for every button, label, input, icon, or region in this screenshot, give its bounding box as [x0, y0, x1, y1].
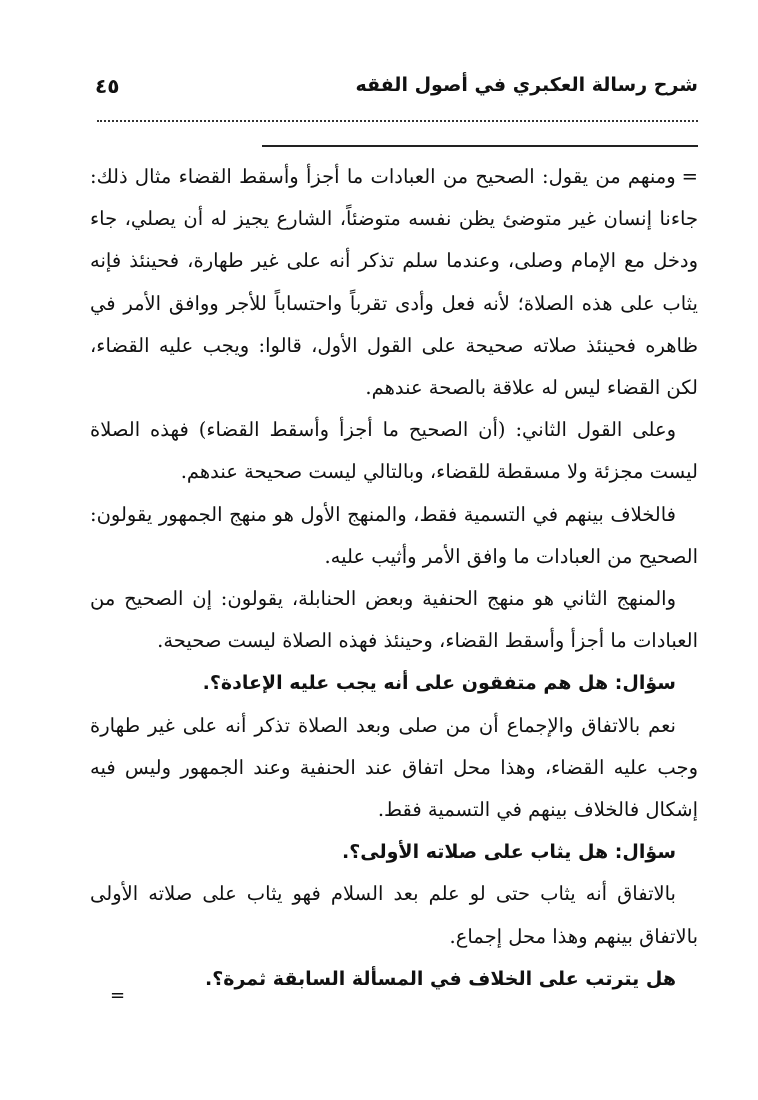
continuation-marker-end: =	[110, 985, 126, 1006]
header-solid-rule	[262, 145, 698, 147]
page-body	[90, 156, 698, 1000]
question-heading: سؤال: هل يثاب على صلاته الأولى؟.	[342, 841, 676, 864]
running-header	[95, 72, 698, 108]
paragraph: وعلى القول الثاني: (أن الصحيح ما أجزأ وأسقط القضاء) فهذه الصلاة ليست مجزئة ولا مسقطة للقضاء، وبالتالي ليست صحيحة عندهم.	[90, 418, 698, 484]
page-number: ٤٥	[95, 74, 120, 98]
paragraph-text: ومنهم من يقول: الصحيح من العبادات ما أجزأ وأسقط القضاء مثال ذلك: جاءنا إنسان غير متوضئ يظن نفسه متوضئاً، الشارع يجيز له أن يصلي، جاء ودخل مع الإمام وصلى، وعندما سلم تذكر أنه على غير طهارة، فحينئذ فإنه يثاب على هذه الصلاة؛ لأنه فعل وأدى تقرباً واحتساباً للأجر ووافق الأمر في ظاهره فحينئذ صلاته صحيحة على القول الأول، قالوا: ويجب عليه القضاء، لكن القضاء ليس له علاقة بالصحة عندهم.	[90, 165, 698, 400]
question-heading: سؤال: هل هم متفقون على أنه يجب عليه الإعادة؟.	[202, 672, 676, 695]
continuation-marker-start: =	[681, 165, 698, 188]
paragraph: فالخلاف بينهم في التسمية فقط، والمنهج الأول هو منهج الجمهور يقولون: الصحيح من العبادات ما وافق الأمر وأثيب عليه.	[90, 502, 698, 568]
header-title: شرح رسالة العكبري في أصول الفقه	[355, 74, 698, 96]
header-dotted-rule	[97, 120, 698, 122]
question-heading: هل يترتب على الخلاف في المسألة السابقة ثمرة؟.	[205, 967, 676, 990]
paragraph: نعم بالاتفاق والإجماع أن من صلى وبعد الصلاة تذكر أنه على غير طهارة وجب عليه القضاء، وهذا محل اتفاق عند الحنفية وعند الجمهور وليس فيه إشكال فالخلاف بينهم في التسمية فقط.	[90, 713, 698, 822]
paragraph	[90, 156, 698, 409]
paragraph: والمنهج الثاني هو منهج الحنفية وبعض الحنابلة، يقولون: إن الصحيح من العبادات ما أجزأ وأسقط القضاء، وحينئذ فهذه الصلاة ليست صحيحة.	[90, 587, 698, 653]
paragraph: بالاتفاق أنه يثاب حتى لو علم بعد السلام فهو يثاب على صلاته الأولى بالاتفاق بينهم وهذا محل إجماع.	[90, 882, 698, 948]
